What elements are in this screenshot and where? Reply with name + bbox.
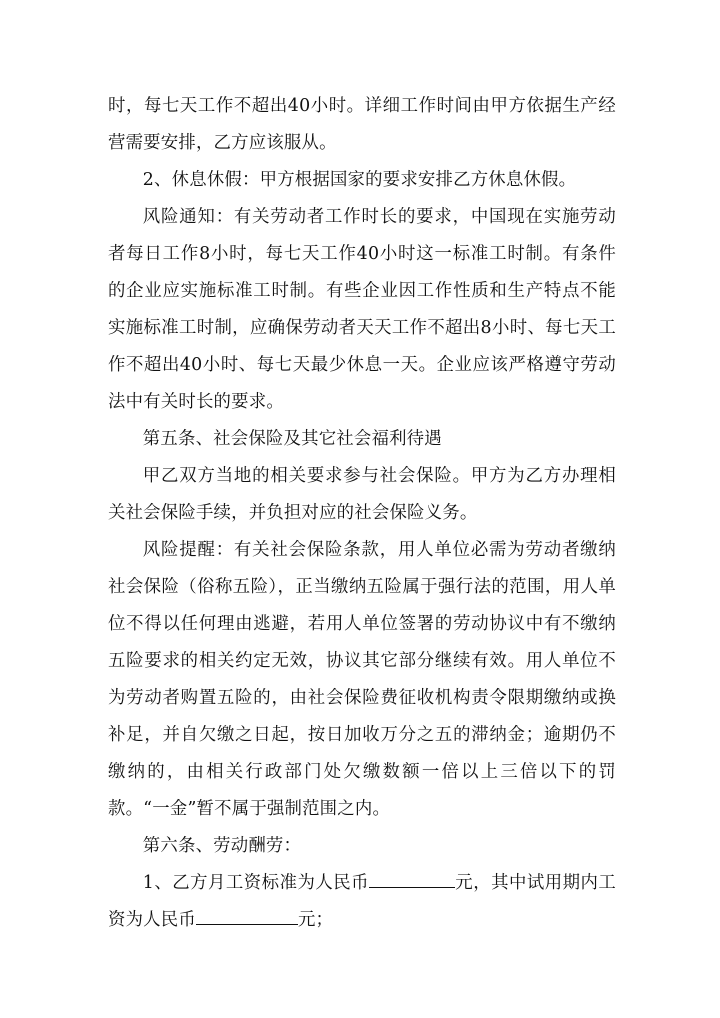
- paragraph-rest-leave: 2、休息休假：甲方根据国家的要求安排乙方休息休假。: [142, 170, 577, 190]
- paragraph-social-insurance: 甲乙双方当地的相关要求参与社会保险。甲方为乙方办理相关社会保险手续，并负担对应的社会保险义务。: [108, 466, 616, 523]
- paragraph-risk-reminder-insurance: 风险提醒：有关社会保险条款，用人单位必需为劳动者缴纳社会保险（俗称五险），正当缴纳五险属于强行法的范围，用人单位不得以任何理由逃避，若用人单位签署的劳动协议中有不缴纳五险要求的相关约定无效，协议其它部分继续有效。用人单位不为劳动者购置五险的，由社会保险费征收机构责令限期缴纳或换补足，并自欠缴之日起，按日加收万分之五的滞纳金；逾期仍不缴纳的，由相关行政部门处欠缴数额一倍以上三倍以下的罚款。“一金”暂不属于强制范围之内。: [108, 540, 616, 819]
- probation-salary-blank[interactable]: [196, 906, 298, 925]
- salary-text-part-2: 元，其中试用期内工资为人民币: [108, 873, 616, 930]
- salary-text-part-3: 元；: [297, 910, 334, 930]
- paragraph-working-hours-continued: 时，每七天工作不超出40小时。详细工作时间由甲方依据生产经营需要安排，乙方应该服从。: [108, 96, 616, 153]
- monthly-salary-blank[interactable]: [369, 869, 455, 888]
- paragraph-risk-notice-hours: 风险通知：有关劳动者工作时长的要求，中国现在实施劳动者每日工作8小时，每七天工作40小时这一标准工时制。有条件的企业应实施标准工时制。有些企业因工作性质和生产特点不能实施标准工时制，应确保劳动者天天工作不超出8小时、每七天工作不超出40小时、每七天最少休息一天。企业应该严格遵守劳动法中有关时长的要求。: [108, 207, 616, 412]
- salary-text-part-1: 1、乙方月工资标准为人民币: [142, 873, 370, 893]
- document-body: [108, 88, 616, 939]
- heading-article-six: 第六条、劳动酬劳：: [142, 836, 302, 856]
- paragraph-salary-standard: [108, 865, 616, 939]
- heading-article-five: 第五条、社会保险及其它社会福利待遇: [142, 429, 442, 449]
